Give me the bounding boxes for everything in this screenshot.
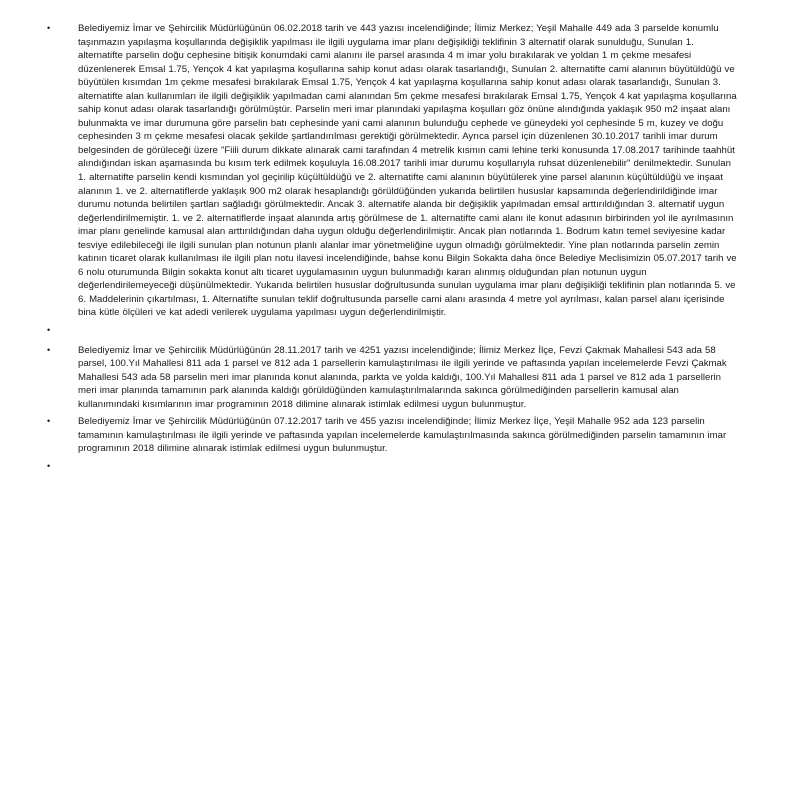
list-item-empty <box>0 460 800 474</box>
bullet-icon: • <box>47 460 51 471</box>
list-item <box>0 22 800 320</box>
item-text: Belediyemiz İmar ve Şehircilik Müdürlüğünün 06.02.2018 tarih ve 443 yazısı incelendiğinde; İlimiz Merkez; Yeşil Mahalle 449 ada 3 parselde konumlu taşınmazın yapılaşma koşullarında değişiklik yapılması ile ilgili uygulama imar planı değişikliği teklifinin 3 alternatif olarak sunulduğu, Sunulan 1. alternatifte parselin doğu cephesine bitişik konumdaki cami alanını ile parsel arasında 4 m imar yolu bırakılarak ve yoldan 1 m çekme mesafesi düzenlenerek Emsal 1.75, Yençok 4 kat yapılaşma koşullarına sahip konut adası olarak tasarlandığı, Sunulan 2. alternatifte cami alanının büyütüldüğü ve büyütülen kısımdan 1m çekme mesafesi bırakılarak Emsal 1.75, Yençok 4 kat yapılaşma koşullarına sahip konut adası olarak tasarlandığı, Sunulan 3. alternatifte alan kullanımları ile ilgili değişiklik yapılmadan cami alanından 5m çekme mesafesi bırakılarak Emsal 1.75, Yençok 4 kat yapılaşma koşullarına sahip konut adası olarak tasarlandığı görülmüştür. Parselin meri imar planındaki yapılaşma koşulları göz önüne alındığında yaklaşık 950 m2 inşaat alanı bulunmakta ve imar durumuna göre parselin batı cephesinde yani cami alanının bulunduğu cephede ve güneydeki yol cephesinde 5 m, kuzey ve doğu cephesinden 3 m çekme mesafesi olacak şekilde şartlandırılması gerektiği görülmektedir. Ayrıca parsel için düzenlenen 30.10.2017 tarihli imar durum belgesinden de görüleceği üzere "Fiili durum dikkate alınarak cami tarafından 4 metrelik kısmın cami lehine terki konusunda 17.08.2017 tarihinde taahhüt alındığından iskan aşamasında bu kısım terk edilmek koşuluyla 16.08.2017 tarihli imar durumu koşullarıyla ruhsat düzenlenebilir" denilmektedir. Sunulan 1. alternatifte parselin kendi kısmından yol geçirilip küçültüldüğü ve 2. alternatifte cami alanının büyütülerek yine parsel alanının küçültüldüğü ve inşaat alanının 1. ve 2. alternatiflerde yaklaşık 900 m2 olarak hesaplandığı görüldüğünden yukarıda belirtilen hususlar kapsamında değerlendirildiğinde imar durumu notunda belirtilen şartları sağladığı görülmektedir. Ancak 3. alternatife alanda bir değişiklik yapılmadan emsal arttırıldığından 3. alternatif uygun değerlendirilmemiştir. 1. ve 2. alternatiflerde inşaat alanında artış görülmese de 1. alternatifte cami alanı ile konut adasının birbirinden yol ile ayrılmasının imar planı genelinde kamusal alan arttırıldığından daha uygun olduğu değerlendirilmiştir. Ancak plan notlarında 1. Bodrum katın temel seviyesine kadar tesviye edilebileceği ile ilgili sunulan plan notunun planlı alanlar imar yönetmeliğine uygun olmadığı görülmektedir. Yine plan notlarında parselin zemin katının ticaret olarak kullanılması ile ilgili plan notu ilavesi incelendiğinde, bahse konu Bilgin Sokakta daha önce Belediye Meclisimizin 05.07.2017 tarih ve 6 nolu oturumunda Bilgin sokakta konut altı ticaret uygulamasının uygun bulunmadığı kararı alınmış olduğundan plan notunun uygun değerlendirilemeyeceği düşünülmektedir. Yukarıda belirtilen hususlar doğrultusunda sunulan uygulama imar planı değişikliği teklifinin plan notlarında 5. ve 6. Maddelerinin çıkartılması, 1. Alternatifte sunulan teklif doğrultusunda parselle cami alanı arasında 4 metre yol ayrılması, kalan parsel alanı içerisinde bina kütle ölçüleri ve kat adedi verilerek uygulama yapılması uygun değerlendirilmiştir. <box>78 23 737 319</box>
list-item-empty <box>0 324 800 338</box>
list-item <box>0 415 800 456</box>
bullet-icon: • <box>47 23 51 33</box>
bullet-icon: • <box>47 344 51 355</box>
item-text: Belediyemiz İmar ve Şehircilik Müdürlüğünün 07.12.2017 tarih ve 455 yazısı incelendiğinde; İlimiz Merkez İlçe, Yeşil Mahalle 952 ada 123 parselin tamamının kamulaştırılması ile ilgili yerinde ve paftasında yapılan incelemelerde kamulaştırılmasında sakınca görülmediğinden parselin tamamının imar programının 2018 dilimine alınarak istimlak edilmesi uygun bulunmuştur. <box>78 416 727 455</box>
bullet-icon: • <box>47 416 51 427</box>
bullet-icon: • <box>47 325 51 336</box>
decision-list <box>0 22 800 474</box>
list-item <box>0 344 800 412</box>
item-text: Belediyemiz İmar ve Şehircilik Müdürlüğünün 28.11.2017 tarih ve 4251 yazısı incelendiğinde; İlimiz Merkez İlçe, Fevzi Çakmak Mahallesi 543 ada 58 parsel, 100.Yıl Mahallesi 811 ada 1 parsel ve 812 ada 1 parsellerin kamulaştırılması ile ilgili yerinde ve paftasında yapılan incelemelerde Fevzi Çakmak Mahallesi 543 ada 58 parselin meri imar planında konut alanında, parkta ve yolda kaldığı, 100.Yıl Mahallesi 811 ada 1 parsel ve 812 ada 1 parsellerin meri imar planında tamamının park alanında kaldığı görüldüğünden kamulaştırılmalarında sakınca görülmediğinden parsellerin kamusal alan kullanımındaki kısımlarının imar programının 2018 dilimine alınarak istimlak edilmesi uygun bulunmuştur. <box>78 344 727 410</box>
document-body <box>0 22 800 474</box>
